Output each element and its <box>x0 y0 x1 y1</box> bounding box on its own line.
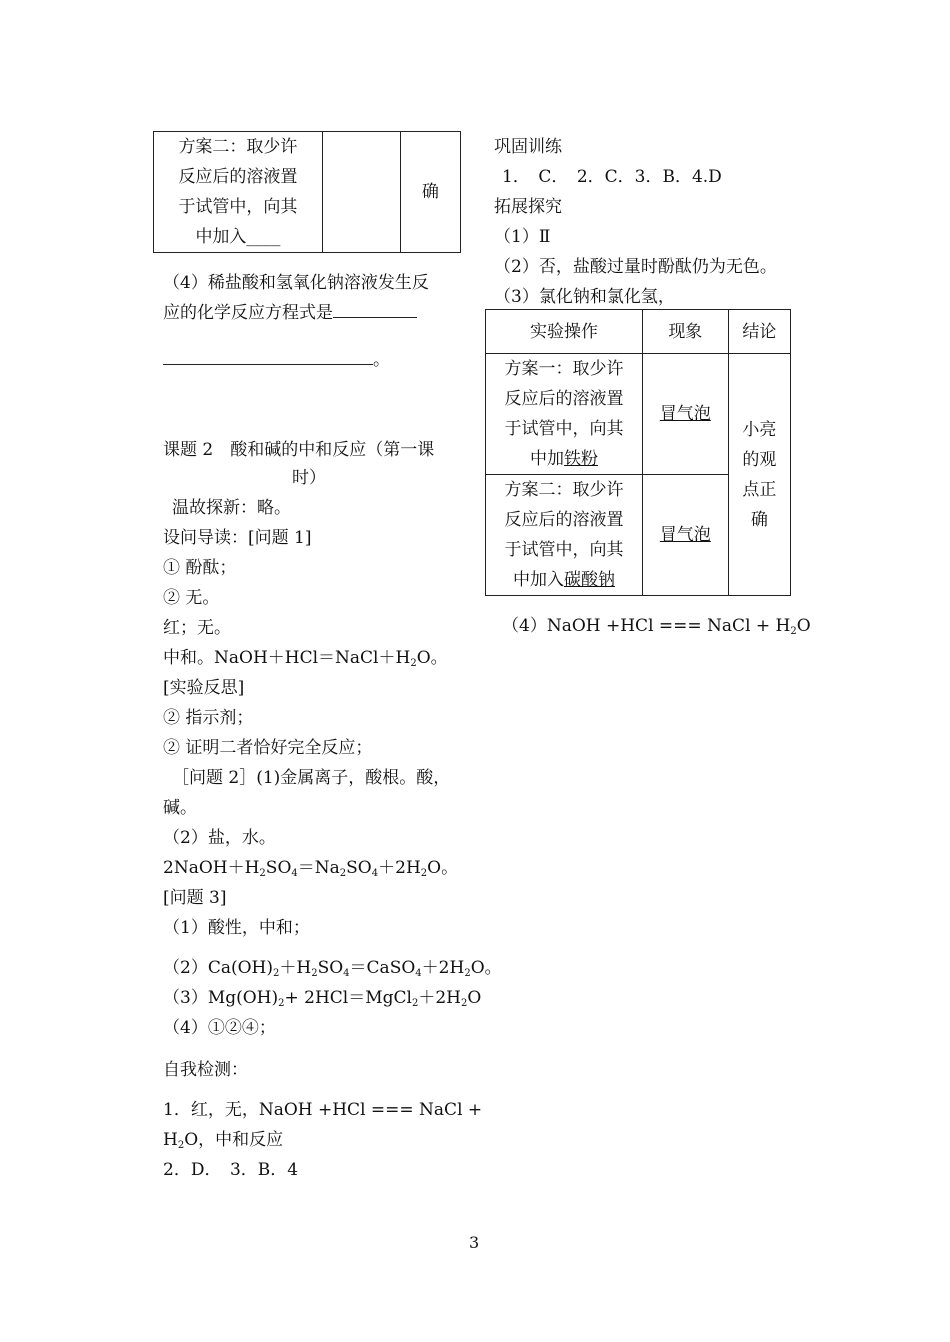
eq-sub: 4 <box>291 868 298 879</box>
expand-title: 拓展探究 <box>494 197 562 217</box>
eq-part: O。 <box>470 958 502 978</box>
eq-sub: 2 <box>273 968 280 979</box>
eq-part: （2）Ca(OH) <box>163 958 273 978</box>
table1-line: 方案二：取少许 <box>178 137 298 157</box>
eq-part: O。 <box>427 858 459 878</box>
eq-sub: 2 <box>311 968 318 979</box>
eq-sub: 2 <box>259 868 266 879</box>
plan2-phenomenon <box>642 475 728 596</box>
consolidate-title: 巩固训练 <box>494 137 562 157</box>
right-experiment-table <box>485 309 791 596</box>
expand-answer: （2）否，盐酸过量时酚酞仍为无色。 <box>494 257 777 277</box>
q4-line2-text: 应的化学反应方程式是 <box>163 303 333 323</box>
eq-part: SO <box>317 958 344 978</box>
eq-part: SO <box>265 858 292 878</box>
eq-part: ＋2H <box>421 958 465 978</box>
reflection-line: ② 证明二者恰好完全反应； <box>163 738 373 758</box>
question2-answer: （2）盐，水。 <box>163 828 276 848</box>
q4-line1: （4）稀盐酸和氢氧化钠溶液发生反 <box>163 273 429 293</box>
answer-line: 红；无。 <box>163 618 231 638</box>
eq-part: O，中和反应 <box>184 1130 284 1150</box>
question3-equation <box>163 958 502 978</box>
plan-prefix: 中加入 <box>512 570 564 590</box>
plan2-cell <box>486 475 643 596</box>
eq-part: 2NaOH＋H <box>163 858 260 878</box>
plan-answer: 铁粉 <box>563 449 598 469</box>
eq-sub: 2 <box>339 868 347 879</box>
equation-2 <box>163 858 458 878</box>
plan-line: 方案二：取少许 <box>504 480 624 500</box>
conclusion-line: 点正 <box>742 479 777 500</box>
eq-sub: 2 <box>461 998 468 1009</box>
eq-sub: 2 <box>410 658 417 669</box>
plan-line <box>486 565 642 595</box>
eq-sub: 4 <box>415 968 422 979</box>
question3-line: （1）酸性，中和； <box>163 918 310 938</box>
table1-phenomenon-cell <box>322 132 400 253</box>
self-check-line: 1．红，无，NaOH +HCl === NaCl + <box>163 1100 483 1120</box>
question2-line: 碱。 <box>163 798 197 818</box>
eq-sub: 2 <box>411 998 419 1009</box>
lesson-title-cont: 时） <box>292 468 326 488</box>
eq-part: ＝Na <box>297 858 340 878</box>
plan-prefix: 中加 <box>529 449 564 469</box>
eq-part: ＋2H <box>378 858 421 878</box>
header-phenomenon: 现象 <box>642 310 728 354</box>
eq-part: 中和。NaOH＋HCl＝NaCl＋H <box>163 648 411 668</box>
eq-part: O。 <box>416 648 448 668</box>
neutralization-equation <box>163 648 448 668</box>
question2-line: ［问题 2］(1)金属离子，酸根。酸， <box>172 768 451 788</box>
table1-line: 于试管中，向其 <box>178 197 298 217</box>
eq-part: ＋2H <box>418 988 462 1008</box>
conclusion-line: 小亮 <box>742 419 777 440</box>
question3-equation <box>163 988 481 1008</box>
eq-part: O <box>467 988 482 1008</box>
plan-line: 于试管中，向其 <box>504 540 624 560</box>
phenomenon-answer: 冒气泡 <box>659 404 711 424</box>
expand-answer: （1）Ⅱ <box>494 227 551 247</box>
header-operation: 实验操作 <box>486 310 643 354</box>
eq-sub: 2 <box>464 968 471 979</box>
self-check-line: 2．D． 3．B．4 <box>163 1160 299 1180</box>
self-check-title: 自我检测： <box>163 1060 248 1080</box>
eq-sub: 4 <box>343 968 350 979</box>
eq-sub: 4 <box>371 868 379 879</box>
consolidate-answers: 1． C． 2．C．3．B．4.D <box>502 167 722 187</box>
lesson-title: 课题 2 酸和碱的中和反应（第一课 <box>163 440 435 460</box>
eq-part: H <box>163 1130 178 1150</box>
table1-line: 中加入____ <box>195 227 281 247</box>
eq-part: ＝CaSO <box>349 958 416 978</box>
answer-line: ① 酚酞； <box>163 558 237 578</box>
q4-end: 。 <box>373 350 390 370</box>
eq-part: （4）NaOH +HCl === NaCl + H <box>502 616 791 636</box>
table1-conclusion-cell: 确 <box>400 132 460 253</box>
plan-line: 方案一：取少许 <box>504 359 624 379</box>
review-line: 温故探新：略。 <box>172 498 291 518</box>
eq-part: （3）Mg(OH) <box>163 988 279 1008</box>
answer-blank <box>333 303 417 318</box>
plan-line <box>486 444 642 474</box>
conclusion-line: 确 <box>750 509 768 530</box>
answer-blank <box>163 350 373 365</box>
phenomenon-answer: 冒气泡 <box>659 525 711 545</box>
conclusion-cell <box>728 354 790 596</box>
q4-line2 <box>163 303 417 323</box>
plan1-phenomenon <box>642 354 728 475</box>
plan-line: 反应后的溶液置 <box>504 389 624 409</box>
reflection-title: [实验反思] <box>163 678 245 698</box>
plan-line: 反应后的溶液置 <box>504 510 624 530</box>
question3-line: （4）①②④； <box>163 1018 276 1038</box>
eq-sub: 2 <box>420 868 428 879</box>
eq-sub: 2 <box>278 998 285 1009</box>
guide-line: 设问导读：[问题 1] <box>163 528 312 548</box>
eq-part: SO <box>346 858 372 878</box>
header-conclusion: 结论 <box>728 310 790 354</box>
plan-answer: 碳酸钠 <box>563 570 615 590</box>
reflection-line: ② 指示剂； <box>163 708 254 728</box>
plan1-cell <box>486 354 643 475</box>
eq-sub: 2 <box>177 1140 185 1151</box>
q4-line3 <box>163 350 390 370</box>
eq-sub: 2 <box>790 626 797 637</box>
table1-line: 反应后的溶液置 <box>178 167 298 187</box>
conclusion-line: 的观 <box>742 449 777 470</box>
table1-method-cell <box>154 132 323 253</box>
self-check-line <box>163 1130 283 1150</box>
plan-line: 于试管中，向其 <box>504 419 624 439</box>
eq-part: ＋H <box>279 958 312 978</box>
right-q4-equation <box>502 616 811 636</box>
expand-answer: （3）氯化钠和氯化氢， <box>494 287 675 307</box>
left-experiment-table <box>153 131 461 253</box>
page-number: 3 <box>469 1233 480 1252</box>
answer-line: ② 无。 <box>163 588 220 608</box>
eq-part: O <box>796 616 811 636</box>
question3-title: [问题 3] <box>163 888 227 908</box>
eq-part: + 2HCl＝MgCl <box>284 988 412 1008</box>
